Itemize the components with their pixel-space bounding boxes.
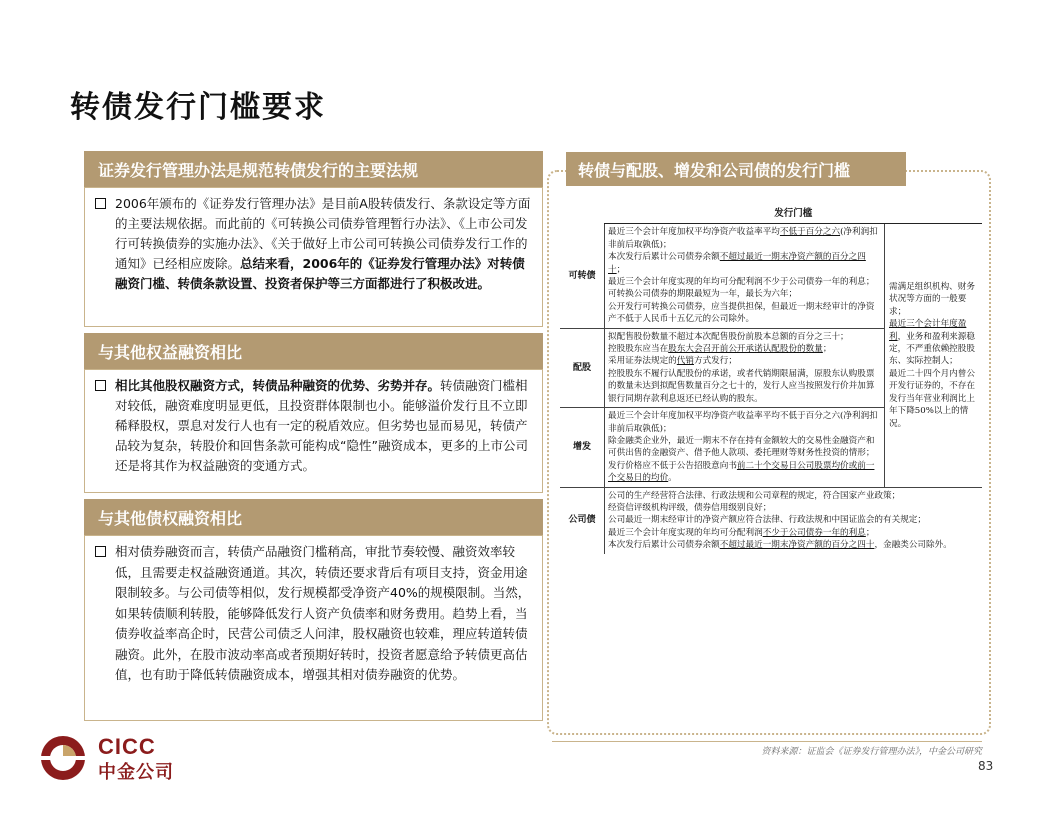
row-label: 可转债 xyxy=(560,224,605,328)
bullet-square-icon xyxy=(95,380,106,391)
table-row-convertible xyxy=(560,224,982,328)
logo-text-en: CICC xyxy=(98,734,156,759)
table-header: 发行门槛 xyxy=(605,205,983,224)
row-label: 增发 xyxy=(560,408,605,487)
section-header-regulation: 证券发行管理办法是规范转债发行的主要法规 xyxy=(84,151,543,187)
page-number: 83 xyxy=(978,759,994,773)
row-label: 公司债 xyxy=(560,487,605,554)
paragraph-bold-text: 总结来看，2006年的《证券发行管理办法》对转债融资门槛、转债条款设置、投资者保护等三方面都进行了积极改进。 xyxy=(115,256,525,291)
section-box-debt xyxy=(84,535,543,721)
row-body: 最近三个会计年度加权平均净资产收益率平均不低于百分之六(净利润扣非前后取孰低)； 本次发行后累计公司债券余额不超过最近一期末净资产额的百分之四十； 最近三个会计年度实现的年均可分配利润不少于公司债券一年的利息； 可转换公司债券的期限最短为一年，最长为六年； 公开发行可转换公司债券，应当提供担保，但最近一期末经审计的净资产不低于人民币十五亿元的公司除外。 xyxy=(605,224,885,328)
page-title: 转债发行门槛要求 xyxy=(70,90,326,125)
row-body: 最近三个会计年度加权平均净资产收益率平均不低于百分之六(净利润扣非前后取孰低)； 除金融类企业外，最近一期末不存在持有金额较大的交易性金融资产和可供出售的金融资产、借予他人款项、委托理财等财务性投资的情形； 发行价格应不低于公告招股意向书前二十个交易日公司股票均价或前一个交易日的均价。 xyxy=(605,408,885,487)
paragraph-text: 相对债券融资而言，转债产品融资门槛稍高，审批节奏较慢、融资效率较低，且需要走权益融资通道。其次，转债还要求背后有项目支持，资金用途限制较多。与公司债等相似，发行规模都受净资产40%的规模限制。当然，如果转债顺利转股，能够降低发行人资产负债率和财务费用。趋势上看，当债券收益率高企时，民营公司债乏人问津，股权融资也较难，理应转道转债融资。此外，在股市波动率高或者预期好转时，投资者愿意给予转债更高估值，也有助于降低转债融资成本，增强其相对债券融资的优势。 xyxy=(115,544,531,682)
bullet-paragraph xyxy=(95,376,534,476)
cicc-logo-icon xyxy=(38,733,94,783)
bullet-square-icon xyxy=(95,198,106,209)
section-box-regulation xyxy=(84,187,543,327)
row-body: 拟配售股份数量不超过本次配售股份前股本总额的百分之三十； 控股股东应当在股东大会召开前公开承诺认配股份的数量； 采用证券法规定的代销方式发行； 控股股东不履行认配股份的承诺，或者代销期限届满，原股东认购股票的数量未达到拟配售数量百分之七十的，发行人应当按照发行价并加算银行同期存款利息返还已经认购的股东。 xyxy=(605,328,885,407)
section-header-debt: 与其他债权融资相比 xyxy=(84,499,543,535)
table-row-corporate-bond xyxy=(560,487,982,554)
paragraph-bold-text: 相比其他股权融资方式，转债品种融资的优势、劣势并存。 xyxy=(115,378,441,393)
row-label: 配股 xyxy=(560,328,605,407)
bullet-paragraph xyxy=(95,194,534,294)
paragraph-text: 2006年颁布的《证券发行管理办法》是目前A股转债发行、条款设定等方面的主要法规依据。而此前的《可转换公司债券管理暂行办法》、《上市公司发行可转换债券的实施办法》、《关于做好上市公司可转换公司债券发行工作的通知》已经相应废除。 xyxy=(115,196,531,271)
source-note: 资料来源：证监会《证券发行管理办法》，中金公司研究 xyxy=(552,741,982,757)
bullet-paragraph xyxy=(95,542,534,686)
row-body: 公司的生产经营符合法律、行政法规和公司章程的规定，符合国家产业政策； 经资信评级机构评级，债券信用级别良好； 公司最近一期末经审计的净资产额应符合法律、行政法规和中国证监会的有关规定； 最近三个会计年度实现的年均可分配利润不少于公司债券一年的利息； 本次发行后累计公司债券余额不超过最近一期末净资产额的百分之四十，金融类公司除外。 xyxy=(608,490,952,551)
panel-header: 转债与配股、增发和公司债的发行门槛 xyxy=(566,152,906,186)
logo-text-cn: 中金公司 xyxy=(98,762,174,783)
common-requirements-note: 需满足组织机构、财务状况等方面的一般要求； 最近三个会计年度盈利，业务和盈利来源稳定，不严重依赖控股股东、实际控制人； 最近二十四个月内曾公开发行证券的，不存在发行当年营业利润比上年下降50%以上的情况。 xyxy=(885,224,983,487)
threshold-table xyxy=(560,205,982,554)
bullet-square-icon xyxy=(95,546,106,557)
section-box-equity xyxy=(84,369,543,493)
paragraph-text: 转债融资门槛相对较低，融资难度明显更低，且投资群体限制也小。能够溢价发行且不立即稀释股权，票息对发行人也有一定的税盾效应。但劣势也显而易见，转债产品较为复杂，转股价和回售条款可能构成“隐性”融资成本，更多的上市公司还是将其作为权益融资的变通方式。 xyxy=(115,378,528,473)
section-header-equity: 与其他权益融资相比 xyxy=(84,333,543,369)
